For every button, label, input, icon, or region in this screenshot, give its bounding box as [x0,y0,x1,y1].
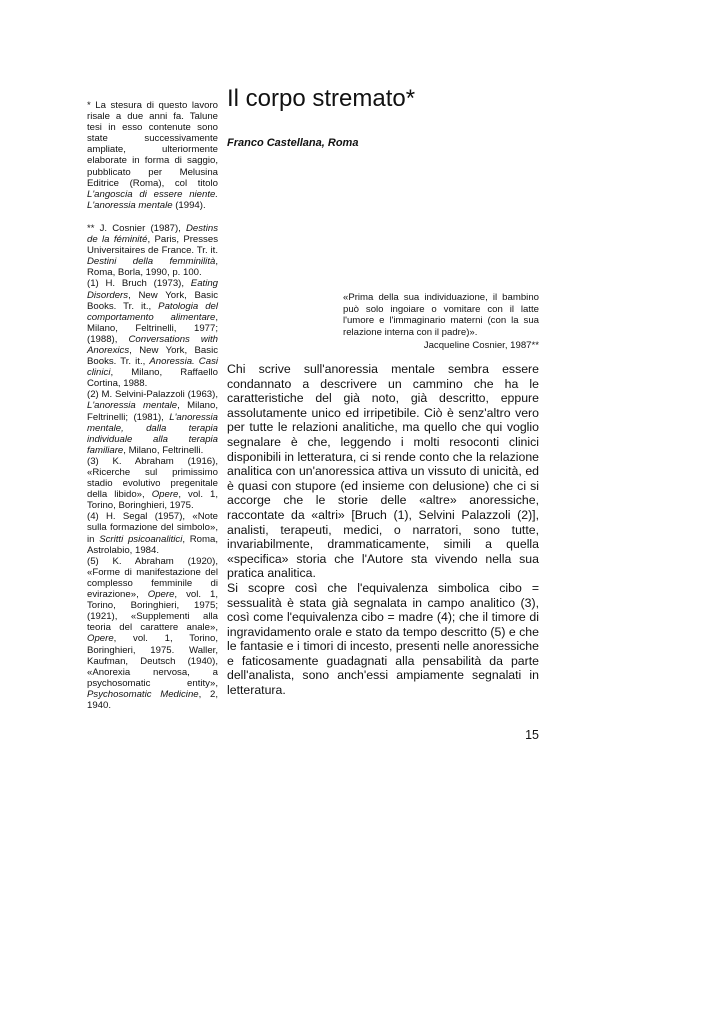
footnote-4: (4) H. Segal (1957), «Note sulla formazione del simbolo», in Scritti psicoanalitici, Roma, Astrolabio, 1984. [87,511,219,556]
author-line: Franco Castellana, Roma [227,137,359,149]
footnote-3: (3) K. Abraham (1916), «Ricerche sul primissimo stadio evolutivo pregenitale della libido», Opere, vol. 1, Torino, Boringhieri, 1975. [87,455,218,512]
epigraph [343,292,539,352]
footnote-2: (2) M. Selvini-Palazzoli (1963), L'anoressia mentale, Milano, Feltrinelli; (1981), L'anoressia mentale, dalla terapia individuale alla terapia familiare, Milano, Feltrinelli. [87,389,218,456]
epigraph-attribution: Jacqueline Cosnier, 1987** [423,340,539,352]
footnote-double-star: ** J. Cosnier (1987), Destins de la féminité, Paris, Presses Universitaires de France. Tr. it. Destini della femminilità, Roma, Borla, 1990, p. 100. [87,222,218,279]
page-number: 15 [525,728,539,742]
margin-notes [87,100,218,711]
article-body [227,362,539,698]
article-title: Il corpo stremato* [227,85,416,112]
footnote-star: * La stesura di questo lavoro risale a due anni fa. Talune tesi in esso contenute sono state successivamente ampliate, ulteriormente elaborate in forma di saggio, pubblicato per Melusina Editrice (Roma), col titolo L'angoscia di essere niente. L'anoressia mentale (1994). [87,100,218,211]
epigraph-quote: «Prima della sua individuazione, il bambino può solo ingoiare o vomitare con il latte l'umore e l'immaginario materni (con la sua relazione interna con il padre)». [343,292,539,338]
body-paragraph-1: Chi scrive sull'anoressia mentale sembra essere condannato a descrivere un cammino che ha le caratteristiche del già noto, già descritto, eppure assolutamente unico ed irripetibile. Ciò è senz'altro vero per tutte le relazioni analitiche, ma quello che qui voglio segnalare è che, leggendo i molti resoconti clinici disponibili in letteratura, ci si rende conto che la relazione analitica con un'anoressica attiva un vissuto di unicità, ed è quasi con stupore (ed insieme con delusione) che ci si accorge che le storie delle «altre» anoressiche, raccontate da «altri» [Bruch (1), Selvini Palazzoli (2)], analisti, terapeuti, medici, o narratori, sono tutte, invariabilmente, drammaticamente, simili a quella «specifica» storia che l'Autore sta vivendo nella sua pratica analitica. [227,362,539,581]
footnote-5: (5) K. Abraham (1920), «Forme di manifestazione del complesso femminile di evirazione», Opere, vol. 1, Torino, Boringhieri, 1975; (1921), «Supplementi alla teoria del carattere anale», Opere, vol. 1, Torino, Boringhieri, 1975. Waller, Kaufman, Deutsch (1940), «Anorexia nervosa, a psychosomatic entity», Psychosomatic Medicine, 2, 1940. [87,555,218,711]
body-paragraph-2: Si scopre così che l'equivalenza simbolica cibo = sessualità è stata già segnalata in campo analitico (3), così come l'equivalenza cibo = madre (4); che il timore di ingravidamento orale e stato da tempo descritto (5) e che le fantasie e i timori di incesto, presenti nelle anoressiche e faticosamente guadagnati alla pensabilità da parte dell'analista, sono anch'essi ampiamente segnalati in letteratura. [227,580,539,698]
footnote-1: (1) H. Bruch (1973), Eating Disorders, New York, Basic Books. Tr. it., Patologia del comportamento alimentare, Milano, Feltrinelli, 1977; (1988), Conversations with Anorexics, New York, Basic Books. Tr. it., Anoressia. Casi clinici, Milano, Raffaello Cortina, 1988. [87,278,218,390]
